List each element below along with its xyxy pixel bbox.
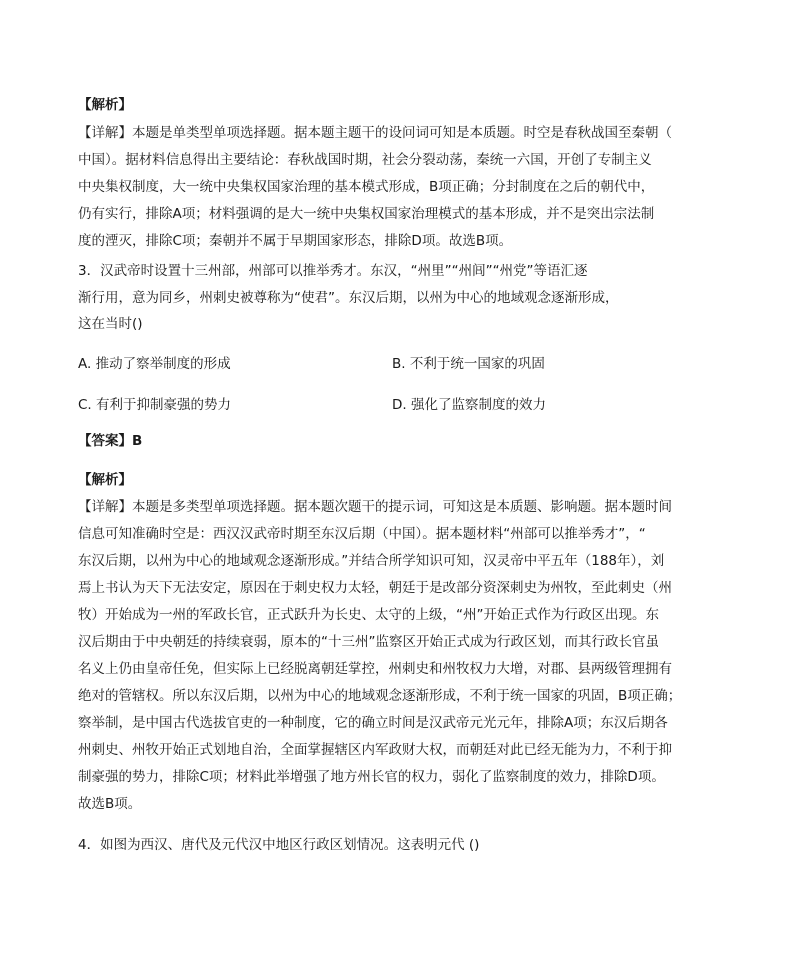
analysis-line: 焉上书认为天下无法安定，原因在于刺史权力太轻，朝廷于是改部分资深刺史为州牧，至此刺史（州 [78, 580, 672, 596]
question-3-stem [78, 258, 619, 338]
analysis-line: 汉后期由于中央朝廷的持续衰弱，原本的“十三州”监察区开始正式成为行政区划，而其行政长官虽 [78, 634, 659, 650]
analysis-line: 【详解】本题是单类型单项选择题。据本题主题干的设问词可知是本质题。时空是春秋战国至秦朝（ [78, 125, 672, 141]
analysis-line: 度的湮灭，排除C项；秦朝并不属于早期国家形态，排除D项。故选B项。 [78, 233, 513, 249]
analysis-line: 信息可知准确时空是：西汉汉武帝时期至东汉后期（中国）。据本题材料“州部可以推举秀才”，“ [78, 526, 646, 542]
analysis-heading-2: 【解析】 [78, 472, 132, 488]
analysis-body-2 [78, 494, 718, 818]
analysis-line: 中国）。据材料信息得出主要结论：春秋战国时期，社会分裂动荡，秦统一六国，开创了专制主义 [78, 152, 652, 168]
analysis-line: 东汉后期，以州为中心的地域观念逐渐形成。”并结合所学知识可知，汉灵帝中平五年（188年），刘 [78, 553, 665, 569]
question-stem-line: 3．汉武帝时设置十三州部，州部可以推举秀才。东汉，“州里”“州闾”“州党”等语汇逐 [78, 263, 588, 279]
question-stem-line: 渐行用，意为同乡，州刺史被尊称为“使君”。东汉后期，以州为中心的地域观念逐渐形成， [78, 289, 619, 306]
analysis-line: 故选B项。 [78, 796, 142, 812]
analysis-line: 牧）开始成为一州的军政长官，正式跃升为长史、太守的上级，“州”开始正式作为行政区出现。东 [78, 607, 659, 623]
option-d: D. 强化了监察制度的效力 [392, 397, 546, 413]
option-c: C. 有利于抑制豪强的势力 [78, 397, 232, 413]
option-a: A. 推动了察举制度的形成 [78, 356, 231, 372]
option-b: B. 不利于统一国家的巩固 [392, 356, 545, 372]
analysis-body-1 [78, 120, 718, 255]
analysis-line: 州刺史、州牧开始正式划地自治，全面掌握辖区内军政财大权，而朝廷对此已经无能为力，不利于抑 [78, 742, 672, 758]
question-4-stem: 4．如图为西汉、唐代及元代汉中地区行政区划情况。这表明元代 () [78, 837, 480, 853]
analysis-line: 中央集权制度，大一统中央集权国家治理的基本模式形成，B项正确；分封制度在之后的朝代中， [78, 179, 655, 195]
answer-label: 【答案】B [78, 433, 143, 449]
analysis-line: 仍有实行，排除A项；材料强调的是大一统中央集权国家治理模式的基本形成，并不是突出宗法制 [78, 206, 655, 222]
analysis-line: 名义上仍由皇帝任免，但实际上已经脱离朝廷掌控，州刺史和州牧权力大增，对郡、县两级管理拥有 [78, 661, 672, 677]
analysis-line: 察举制，是中国古代选拔官吏的一种制度，它的确立时间是汉武帝元光元年，排除A项；东汉后期各 [78, 715, 668, 731]
analysis-heading-1: 【解析】 [78, 97, 132, 113]
analysis-line: 【详解】本题是多类型单项选择题。据本题次题干的提示词，可知这是本质题、影响题。据本题时间 [78, 499, 672, 515]
analysis-line: 绝对的管辖权。所以东汉后期，以州为中心的地域观念逐渐形成，不利于统一国家的巩固，B项正确； [78, 688, 682, 704]
analysis-line: 制豪强的势力，排除C项；材料此举增强了地方州长官的权力，弱化了监察制度的效力，排除D项。 [78, 769, 665, 785]
question-stem-line: 这在当时() [78, 316, 143, 332]
